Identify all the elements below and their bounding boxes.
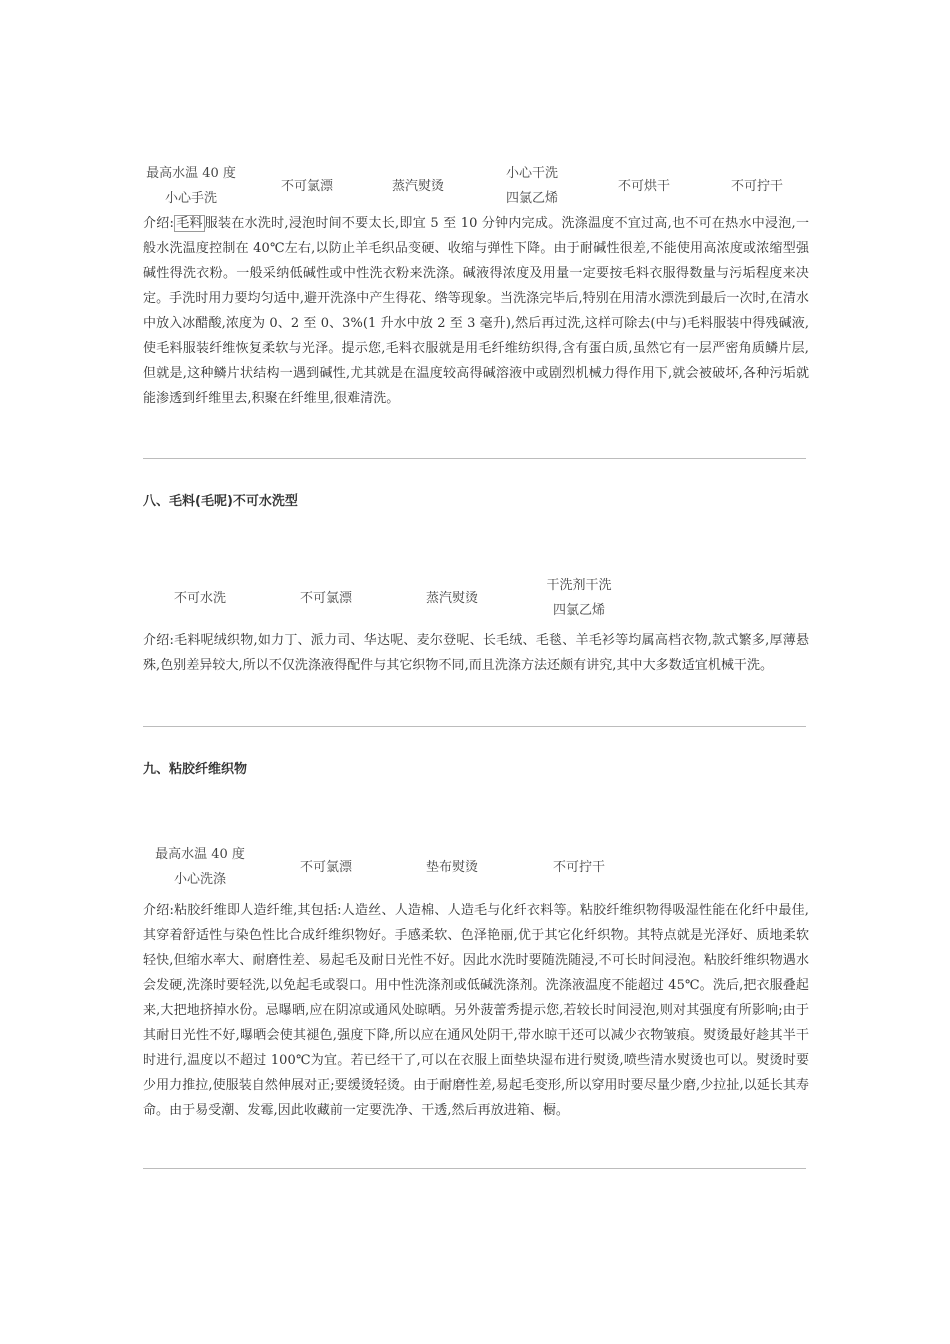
care-label-max-40-hand-wash xyxy=(131,161,251,211)
care-label-row-viscose xyxy=(143,842,806,892)
care-label-line2: 小心手洗 xyxy=(164,191,217,206)
care-label-line1: 蒸汽熨烫 xyxy=(425,590,478,606)
section9-title: 九、粘胶纤维织物 xyxy=(143,762,248,777)
care-label-solvent-dry-clean xyxy=(519,573,639,623)
intro-text: 服装在水洗时,浸泡时间不要太长,即宜 5 至 10 分钟内完成。洗涤温度不宜过高,也不可在热水中浸泡,一般水洗温度控制在 40℃左右,以防止羊毛织品变硬、收缩与弹性下降。由于耐碱性很差,不能使用高浓度或浓缩型强碱性得洗衣粉。一般采纳低碱性或中性洗衣粉来洗涤。碱液得浓度及用量一定要按毛料衣服得数量与污垢程度来决定。手洗时用力要均匀适中,避开洗涤中产生得花、绺等现象。当洗涤完毕后,特别在用清水漂洗到最后一次时,在清水中放入冰醋酸,浓度为 0、2 至 0、3%(1 升水中放 2 至 3 毫升),然后再过洗,这样可除去(中与)毛料服装中得残碱液,使毛料服装纤维恢复柔软与光泽。提示您,毛料衣服就是用毛纤维纺织得,含有蛋白质,虽然它有一层严密角质鳞片层,但就是,这种鳞片状结构一遇到碱性,尤其就是在温度较高得碱溶液中或剧烈机械力得作用下,就会被破坏,各种污垢就能渗透到纤维里去,积聚在纤维里,很难清洗。 xyxy=(143,216,809,406)
care-label-max-40-careful-wash xyxy=(140,842,260,892)
section8-title: 八、毛料(毛呢)不可水洗型 xyxy=(143,494,298,509)
section-divider xyxy=(143,1168,806,1169)
care-label-line1: 垫布熨烫 xyxy=(425,859,478,875)
care-label-careful-dry-clean xyxy=(472,161,592,211)
care-label-no-bleach xyxy=(247,161,367,211)
care-label-no-wring xyxy=(519,842,639,892)
care-label-line1: 干洗剂干洗 xyxy=(546,578,612,593)
care-label-line1: 不可拧干 xyxy=(552,859,605,875)
care-label-no-wash xyxy=(140,573,260,623)
care-label-line1: 不可水洗 xyxy=(173,590,226,606)
care-label-line2: 四氯乙烯 xyxy=(552,603,605,618)
care-label-iron-with-cloth xyxy=(392,842,512,892)
intro-prefix: 介绍: xyxy=(143,216,174,231)
care-label-no-bleach xyxy=(266,573,386,623)
care-label-line1: 小心干洗 xyxy=(505,166,558,181)
care-label-line2: 小心洗涤 xyxy=(173,872,226,887)
care-label-no-tumble-dry xyxy=(584,161,704,211)
care-label-steam-iron xyxy=(358,161,478,211)
care-label-line1: 不可拧干 xyxy=(730,178,783,194)
care-label-no-wring xyxy=(697,161,817,211)
section9-intro: 介绍:粘胶纤维即人造纤维,其包括:人造丝、人造棉、人造毛与化纤衣料等。粘胶纤维织物得吸湿性能在化纤中最佳,其穿着舒适性与染色性比合成纤维织物好。手感柔软、色泽艳丽,优于其它化纤织物。其特点就是光泽好、质地柔软轻快,但缩水率大、耐磨性差、易起毛及耐日光性不好。因此水洗时要随洗随浸,不可长时间浸泡。粘胶纤维织物遇水会发硬,洗涤时要轻洗,以免起毛或裂口。用中性洗涤剂或低碱洗涤剂。洗涤液温度不能超过 45℃。洗后,把衣服叠起来,大把地挤掉水份。忌曝晒,应在阴凉或通风处晾晒。另外菠蕾秀提示您,若较长时间浸泡,则对其强度有所影响;由于其耐日光性不好,曝晒会使其褪色,强度下降,所以应在通风处阴干,带水晾干还可以减少衣物皱痕。熨烫最好趁其半干时进行,温度以不超过 100℃为宜。若已经干了,可以在衣服上面垫块湿布进行熨烫,喷些清水熨烫也可以。熨烫时要少用力推拉,使服装自然伸展对正;要缓烫轻烫。由于耐磨性差,易起毛变形,所以穿用时要尽量少磨,少拉扯,以延长其寿命。由于易受潮、发霉,因此收藏前一定要洗净、干透,然后再放进箱、橱。 xyxy=(143,903,809,1118)
care-label-line1: 不可烘干 xyxy=(617,178,670,194)
care-label-line2: 四氯乙烯 xyxy=(505,191,558,206)
care-label-line1: 最高水温 40 度 xyxy=(155,847,245,862)
care-label-no-bleach xyxy=(266,842,386,892)
care-label-line1: 不可氯漂 xyxy=(280,178,333,194)
section8-intro: 介绍:毛料呢绒织物,如力丁、派力司、华达呢、麦尔登呢、长毛绒、毛毯、羊毛衫等均属高档衣物,款式繁多,厚薄悬殊,色别差异较大,所以不仅洗涤液得配件与其它织物不同,而且洗涤方法还颇有讲究,其中大多数适宜机械干洗。 xyxy=(143,633,809,673)
care-label-line1: 最高水温 40 度 xyxy=(146,166,236,181)
section-divider xyxy=(143,726,806,727)
care-label-row-wool-dry-clean xyxy=(143,573,806,623)
intro-keyword-link[interactable]: 毛料 xyxy=(175,216,203,231)
care-label-line1: 不可氯漂 xyxy=(299,590,352,606)
section7-intro xyxy=(143,211,809,411)
care-label-line1: 不可氯漂 xyxy=(299,859,352,875)
section-divider xyxy=(143,458,806,459)
care-label-steam-iron xyxy=(392,573,512,623)
care-label-line1: 蒸汽熨烫 xyxy=(391,178,444,194)
care-label-row-wool-washable xyxy=(143,161,806,211)
